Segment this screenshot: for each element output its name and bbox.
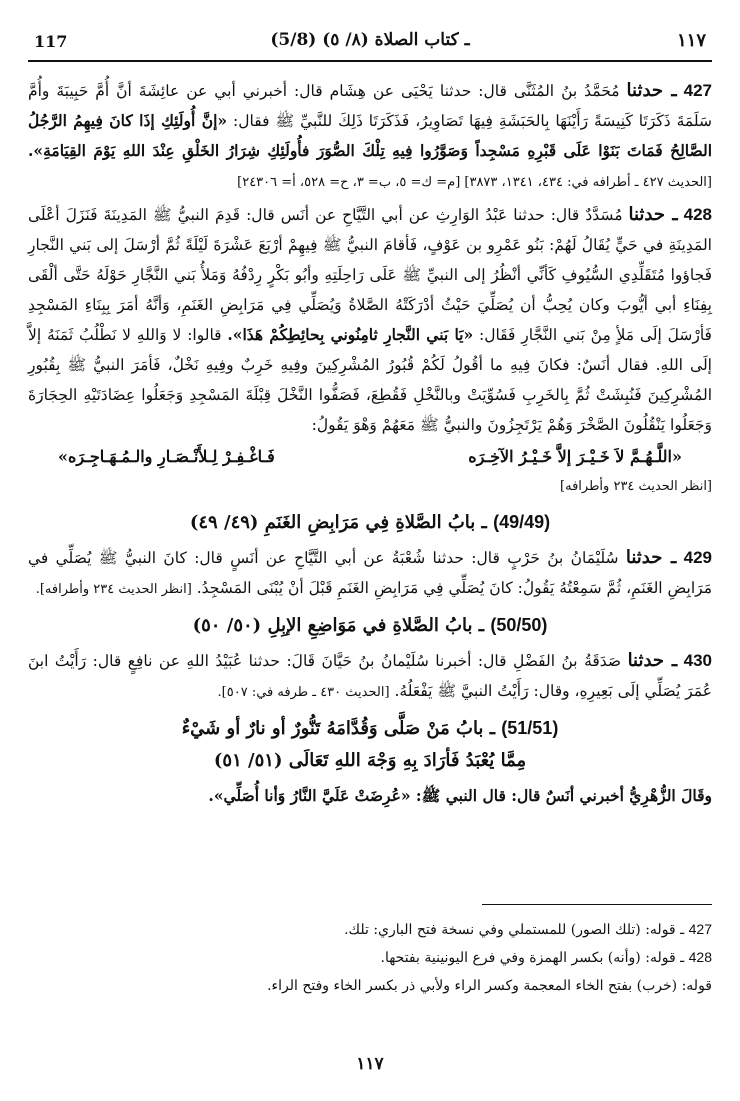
hadith-427 [28, 76, 712, 198]
chapter-title: ـ بابُ الصَّلاةِ في مَوَاضِعِ الإبِلِ (٥٠/ ٥٠) [192, 615, 485, 636]
chapter-number: (51/51) [501, 718, 559, 738]
chapter-number: (49/49) [493, 512, 551, 532]
hadith-429 [28, 543, 712, 605]
hadith-428 [28, 200, 712, 440]
hadith-text-continued: قالوا: لا وَاللهِ لا نَطْلُبُ ثَمَنَهُ إلاَّ إلَى اللهِ. فقال أنَسٌ: فكانَ فِيهِ ما أقُولُ لَكُمْ قُبُورُ المُشْرِكِينَ وفِيهِ خَرِبٌ وفِيهِ نَخْلٌ، فَأمَرَ النبيُّ ﷺ بِقُبُورِ المُشْرِكِينَ فَنُبِشَتْ ثُمَّ بِالخَرِبِ فَسُوِّيَتْ وبالنَّخْلِ فَقُطِعَ، فَصَفُّوا النَّخْلَ قِبْلَةَ المَسْجِدِ وَجَعَلُوا عِضَادَتَيْهِ الحِجَارَةَ وَجَعَلُوا يَنْقُلُونَ الصَّخْرَ وَهُمْ يَرْتَجِزُونَ والنبيُّ ﷺ مَعَهُمْ وَهْوَ يَقُولُ: [28, 326, 712, 434]
footnotes [28, 916, 712, 1000]
running-title: (5/8) ـ كتاب الصلاة (٨/ ٥) [270, 30, 470, 50]
hadith-430 [28, 646, 712, 708]
poem-hemistich-right: «اللَّـهُـمَّ لاَ خَـيْـرَ إلاَّ خَـيْـرُ الآخِـرَه [468, 447, 682, 466]
footnote-item [28, 944, 712, 972]
hadith-reference: [انظر الحديث ٢٣٤ وأطرافه] [560, 479, 712, 494]
footnote-text: قوله: (خرب) بفتح الخاء المعجمة وكسر الراء ولأبي ذر بكسر الخاء وفتح الراء. [267, 978, 712, 994]
hadith-reference: [انظر الحديث ٢٣٤ وأطرافه]. [35, 582, 192, 597]
footnote-number: 427 [688, 921, 712, 937]
hadith-text: مُحَمَّدُ بنُ المُثَنَّى قال: حدثنا يَحْيَى عن هِشَام قال: أخبرني أبي عن عائِشَةَ أنَّ أُمَّ حَبِيبَةَ وأُمَّ سَلَمَةَ ذَكَرَتَا كَنِيسَةً رَأَيْنَهَا بِالحَبَشَةِ فِيهَا تَصَاوِيرُ، فَذَكَرَتَا ذَلِكَ للنَّبيِّ ﷺ فقال: [28, 82, 712, 130]
hadith-text: سُلَيْمَانُ بنُ حَرْبٍ قال: حدثنا شُعْبَةُ عن أبي التَّيَّاحِ عن أنَسٍ قال: كانَ النبيُّ ﷺ يُصَلِّي في مَرَابِضِ الغَنَمِ، ثُمَّ سَمِعْتُهُ يَقُولُ: كانَ يُصَلِّي فِي مَرَابِضِ الغَنَمِ قَبْلَ أنْ يُبْنَى المَسْجِدُ. [28, 549, 712, 597]
haddathana-label: ـ حدثنا [628, 204, 678, 225]
page-number-latin: 117 [34, 32, 68, 51]
zuhri-narration: وقَالَ الزُّهْرِيُّ أخبرني أنَسٌ قال: قال النبي ﷺ: «عُرِضَتْ عَلَيَّ النَّارُ وَأنا أُصَلِّي». [208, 786, 712, 805]
hadith-number: 430 [683, 651, 712, 670]
chapter-title-line-2: مِمَّا يُعْبَدُ فَأرَادَ بِهِ وَجْهَ اللهِ تَعَالَى (٥١/ ٥١) [213, 750, 527, 771]
footnote-text: ـ قوله: (تلك الصور) للمستملي وفي نسخة فتح الباري: تلك. [344, 922, 685, 938]
hadith-text: صَدَقَةُ بنُ الفَضْلِ قال: أخبرنا سُلَيْمانُ بنُ حَيَّانَ قَالَ: حدثنا عُبَيْدُ اللهِ عن نافِعٍ قال: رَأَيْتُ ابنَ عُمَرَ يُصَلِّي إلَى بَعِيرِهِ، وقال: رَأَيْتُ النبيَّ ﷺ يَفْعَلُهُ. [28, 652, 712, 700]
page-number-arabic: ١١٧ [676, 30, 706, 51]
page-header [28, 26, 712, 62]
hadith-quote: «يَا بَني النَّجارِ ثامِنُوني بِحائِطِكُمْ هَذَا». [227, 325, 474, 344]
chapter-number: (50/50) [490, 615, 548, 635]
footnote-number: 428 [688, 949, 712, 965]
hadith-quote: «إنَّ أُولَئِكِ إذَا كانَ فِيهِمُ الرَّجُلُ الصَّالِحُ فَمَاتَ بَنَوْا عَلَى قَبْرِهِ مَسْجِداً وَصَوَّرُوا فِيهِ تِلْكَ الصُّوَرَ فأُولَئِكِ شِرَارُ الخَلْقِ عِنْدَ اللهِ يَوْمَ القِيَامَةِ». [28, 111, 712, 160]
footnote-text: ـ قوله: (وأنه) بكسر الهمزة وفي فرع اليونينية بفتحها. [380, 950, 685, 966]
main-text [28, 76, 712, 811]
haddathana-label: ـ حدثنا [625, 547, 677, 568]
hadith-text: مُسَدَّدٌ قال: حدثنا عَبْدُ الوَارِثِ عن أبي التَّيَّاحِ عن أنَس قال: قَدِمَ النبيُّ ﷺ المَدِينَةَ فَنَزَلَ أعْلَى المَدِينَةِ في حَيٍّ يُقَالُ لَهُمْ: بَنُو عَمْرِو بن عَوْفٍ، فَأقامَ النبيُّ ﷺ فِيهِمْ أرْبَعَ عَشْرَةَ لَيْلَةً ثُمَّ أرْسَلَ إلى بَني النَّجارِ فَجاؤوا مُتَقَلِّدِي السُّيُوفِ كَأنِّي أنْظُرُ إلى النبيِّ ﷺ عَلَى رَاحِلَتِهِ وأبُو بَكْرٍ رِدْفُهُ وَمَلأُ بَني النَّجَّارِ حَوْلَهُ حَتَّى ألْقَى بِفِنَاءِ أبي أيُّوبَ وكان يُحِبُّ أن يُصَلِّيَ حَيْثُ أدْرَكَتْهُ الصَّلاةُ وَيُصَلِّي فِي مَرَابِضِ الغَنَمِ، وَأنَّهُ أمَرَ بِبِنَاءِ المَسْجِدِ فَأرْسَلَ إلَى مَلأٍ مِنْ بَني النَّجَّارِ فَقَال: [28, 206, 712, 344]
poem-verse [28, 442, 712, 472]
chapter-title: ـ بابُ الصَّلاةِ فِي مَرَابِضِ الغَنَمِ (٤٩/ ٤٩) [189, 512, 487, 533]
footnote-separator [482, 904, 712, 905]
hadith-reference: [الحديث ٤٣٠ ـ طرفه في: ٥٠٧]. [217, 685, 390, 700]
chapter-heading-51 [28, 712, 712, 777]
footnote-item [28, 916, 712, 944]
chapter-heading-50 [28, 609, 712, 642]
chapter-heading-49 [28, 506, 712, 539]
book-page [28, 26, 712, 1086]
footnote-item [28, 972, 712, 1000]
poem-hemistich-left: فَـاغْـفِـرْ لِـلأَنْـصَـارِ والـمُـهَـاجِـرَه» [58, 447, 275, 466]
haddathana-label: ـ حدثنا [627, 650, 678, 671]
hadith-number: 429 [683, 548, 712, 567]
chapter-title-line-1: ـ بابُ مَنْ صَلَّى وَقُدَّامَهُ تَنُّورٌ أو نارٌ أو شَيْءٌ [181, 718, 495, 739]
footer-page-number: ١١٧ [356, 1054, 384, 1074]
hadith-reference: [الحديث ٤٢٧ ـ أطرافه في: ٤٣٤، ١٣٤١، ٣٨٧٣] [م= ك= ٥، ب= ٣، ح= ٥٢٨، أ= ٢٤٣٠٦] [237, 175, 712, 190]
hadith-number: 427 [683, 81, 712, 100]
hadith-number: 428 [683, 205, 712, 224]
haddathana-label: ـ حدثنا [626, 80, 677, 101]
